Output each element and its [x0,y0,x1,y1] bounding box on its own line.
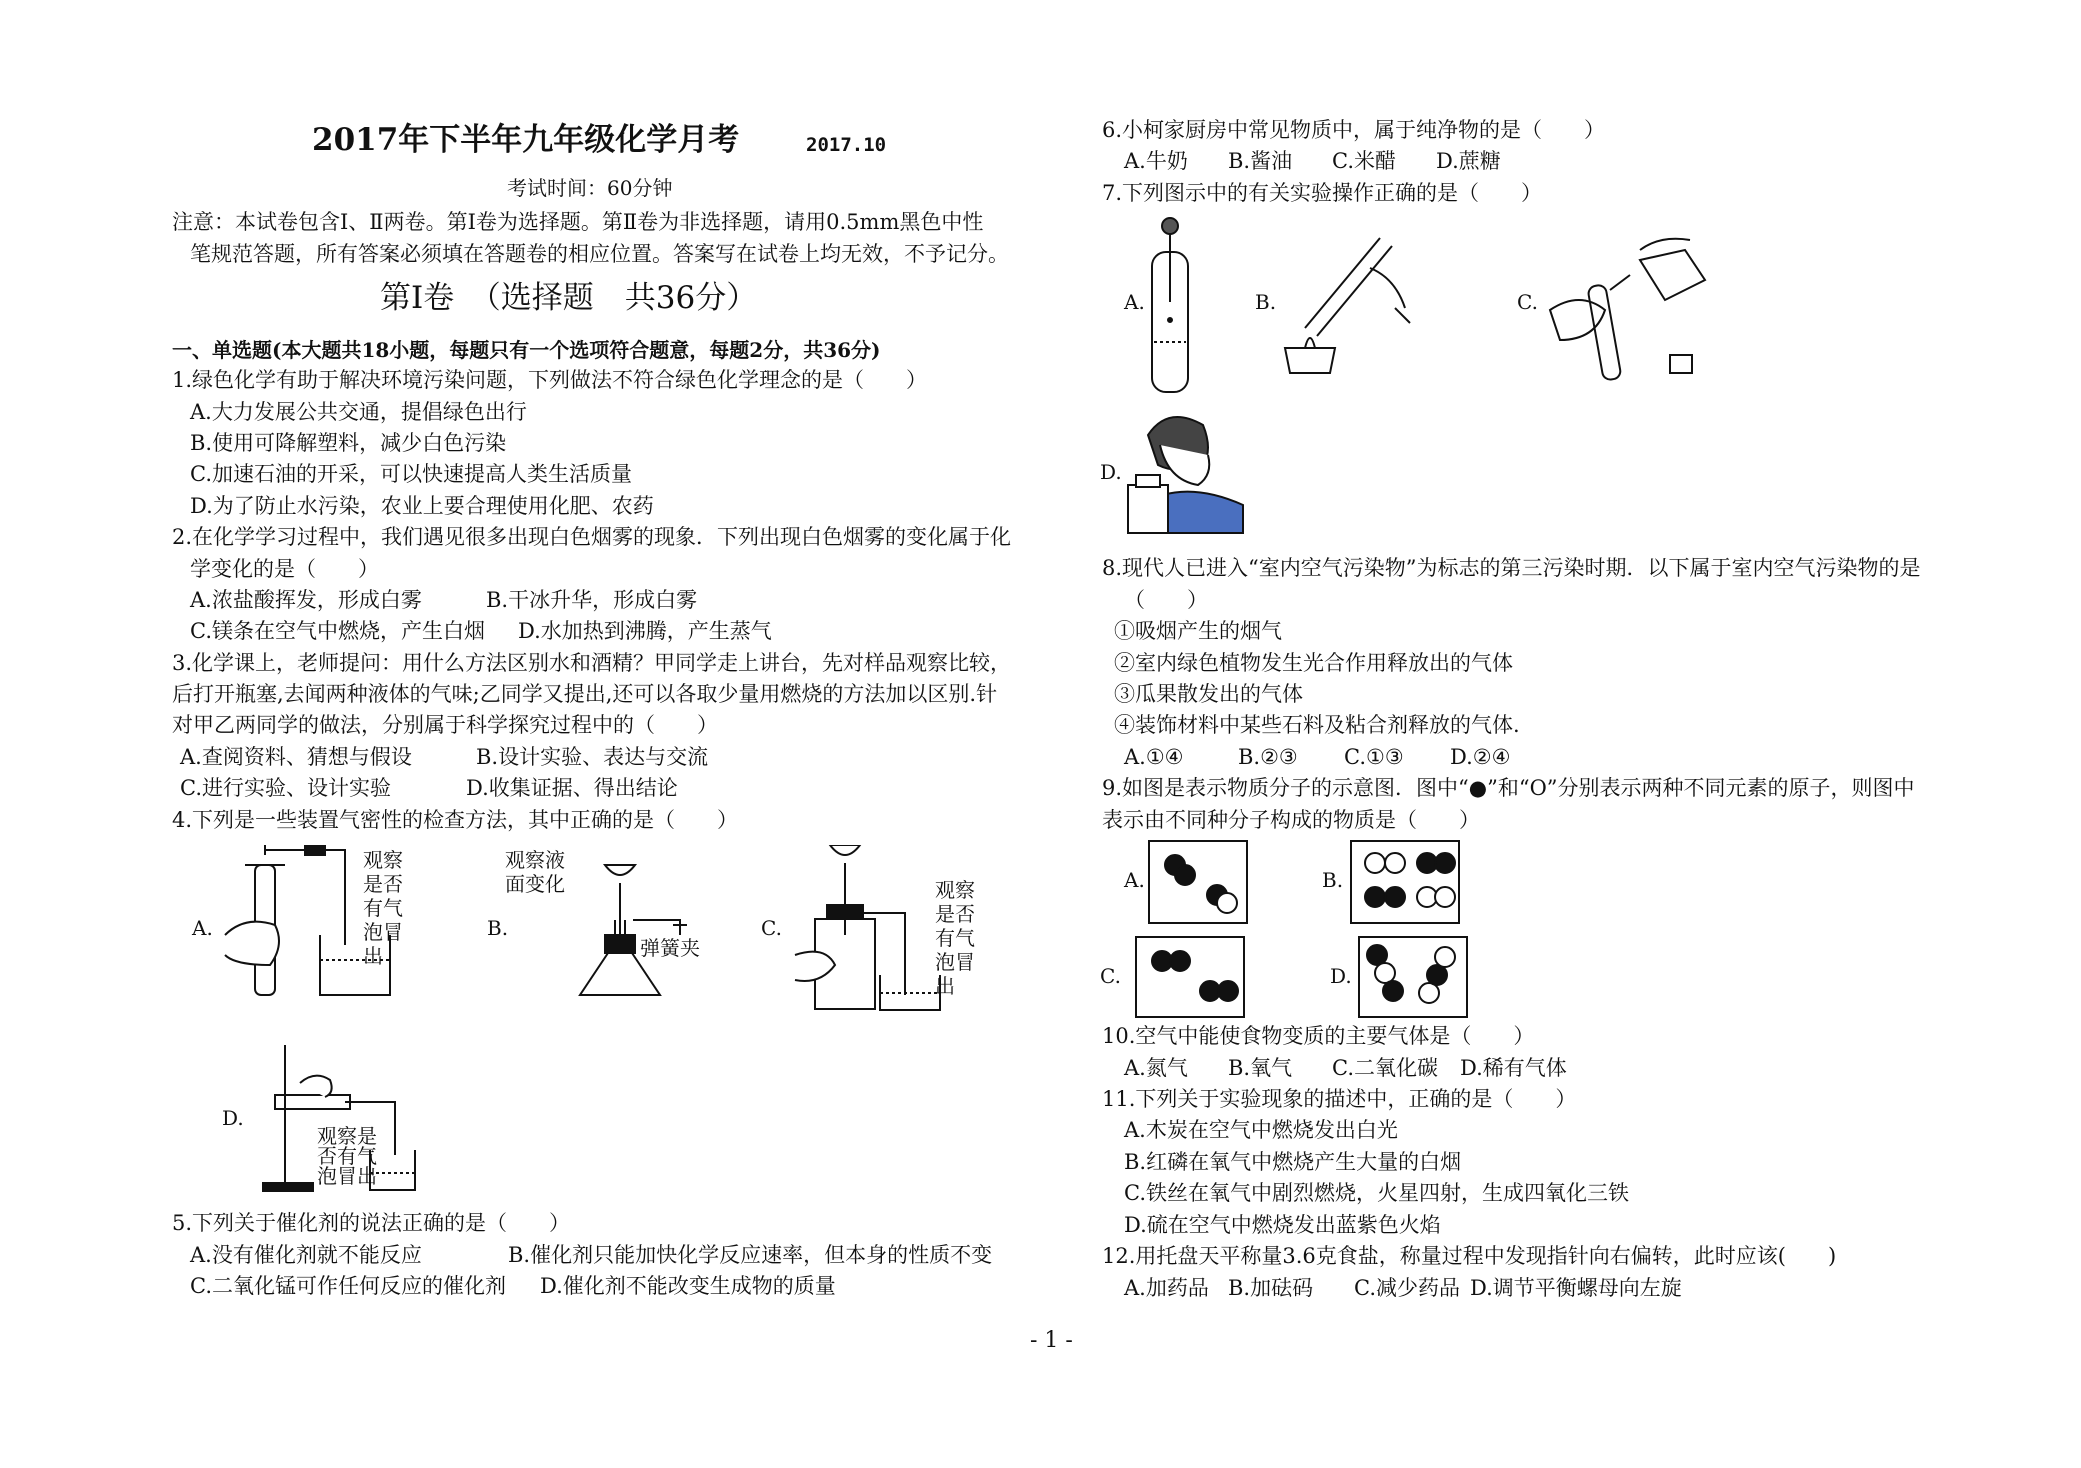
q12-option-b: B.加砝码 [1228,1276,1314,1300]
svg-text:是否: 是否 [935,902,975,926]
svg-text:面变化: 面变化 [505,872,565,896]
svg-text:有气: 有气 [935,926,975,950]
svg-text:有气: 有气 [363,896,403,920]
q11-stem: 11.下列关于实验现象的描述中，正确的是（ ） [1102,1087,1577,1111]
q6-option-a: A.牛奶 [1124,149,1188,173]
q7-label-b: B. [1255,290,1277,314]
q9-box-b [1350,840,1460,924]
q7-figure-d-smelling [1118,405,1248,535]
q3-option-a: A.查阅资料、猜想与假设 [180,745,412,769]
q3-stem-1: 3.化学课上，老师提问：用什么方法区别水和酒精？甲同学走上讲台，先对样品观察比较， [172,651,1012,675]
svg-text:泡冒: 泡冒 [935,950,975,974]
q9-box-a [1148,840,1248,924]
q6-stem: 6.小柯家厨房中常见物质中，属于纯净物的是（ ） [1102,118,1606,142]
q1-stem: 1.绿色化学有助于解决环境污染问题，下列做法不符合绿色化学理念的是（ ） [172,368,928,392]
q3-stem-3: 对甲乙两同学的做法，分别属于科学探究过程中的（ ） [172,713,718,737]
q4-label-a: A. [192,916,213,940]
q4-figure-c [785,845,1005,1020]
q2-stem-1: 2.在化学学习过程中，我们遇见很多出现白色烟雾的现象．下列出现白色烟雾的变化属于化 [172,525,1012,549]
q1-option-d: D.为了防止水污染，农业上要合理使用化肥、农药 [190,494,654,518]
svg-text:观察: 观察 [363,848,403,872]
svg-text:出: 出 [363,944,383,968]
q3-stem-2: 后打开瓶塞,去闻两种液体的气味;乙同学又提出,还可以各取少量用燃烧的方法加以区别.针 [172,682,998,706]
q11-option-d: D.硫在空气中燃烧发出蓝紫色火焰 [1124,1213,1441,1237]
svg-text:出: 出 [935,974,955,998]
q9-stem-2: 表示由不同种分子构成的物质是（ ） [1102,808,1480,832]
atom-white [1434,886,1456,908]
q8-item-4: ④装饰材料中某些石料及粘合剂释放的气体. [1114,713,1520,737]
q8-option-d: D.②④ [1450,745,1511,769]
svg-text:是否: 是否 [363,872,403,896]
q7-stem: 7.下列图示中的有关实验操作正确的是（ ） [1102,181,1543,205]
q10-option-d: D.稀有气体 [1460,1056,1567,1080]
q9-box-c [1135,936,1245,1018]
q3-option-d: D.收集证据、得出结论 [466,776,678,800]
q10-stem: 10.空气中能使食物变质的主要气体是（ ） [1102,1024,1535,1048]
q10-option-b: B.氧气 [1228,1056,1293,1080]
q5-stem: 5.下列关于催化剂的说法正确的是（ ） [172,1211,571,1235]
q3-option-c: C.进行实验、设计实验 [180,776,391,800]
q8-item-2: ②室内绿色植物发生光合作用释放出的气体 [1114,651,1513,675]
q4-figure-d [255,1035,425,1195]
exam-time: 考试时间：60分钟 [507,176,673,200]
q10-option-a: A.氮气 [1124,1056,1188,1080]
q7-label-d: D. [1100,460,1122,484]
q3-option-b: B.设计实验、表达与交流 [476,745,709,769]
q11-option-b: B.红磷在氧气中燃烧产生大量的白烟 [1124,1150,1462,1174]
q10-option-c: C.二氧化碳 [1332,1056,1438,1080]
q7-figure-a-dropper [1140,212,1200,397]
atom-black [1217,980,1239,1002]
q12-option-d: D.调节平衡螺母向左旋 [1470,1276,1682,1300]
q8-item-1: ①吸烟产生的烟气 [1114,619,1282,643]
atom-black [1382,980,1404,1002]
q1-option-c: C.加速石油的开采，可以快速提高人类生活质量 [190,462,632,486]
q8-item-3: ③瓜果散发出的气体 [1114,682,1303,706]
q5-option-b: B.催化剂只能加快化学反应速率，但本身的性质不变 [508,1243,993,1267]
q9-label-b: B. [1322,868,1344,892]
q2-option-d: D.水加热到沸腾，产生蒸气 [518,619,772,643]
q4-label-c: C. [761,916,782,940]
svg-text:否有气: 否有气 [317,1144,377,1168]
atom-black [1169,950,1191,972]
q9-label-c: C. [1100,964,1121,988]
q2-option-b: B.干冰升华，形成白雾 [486,588,698,612]
page-number: - 1 - [1030,1328,1073,1353]
q9-label-d: D. [1330,964,1352,988]
q2-option-a: A.浓盐酸挥发，形成白雾 [190,588,422,612]
q4-figure-b [505,845,735,1005]
q4-stem: 4.下列是一些装置气密性的检查方法，其中正确的是（ ） [172,808,739,832]
q7-label-c: C. [1517,290,1538,314]
q7-label-a: A. [1124,290,1145,314]
q8-stem-2: （ ） [1124,588,1208,612]
atom-white [1216,892,1238,914]
atom-black [1174,864,1196,886]
q5-option-d: D.催化剂不能改变生成物的质量 [540,1274,836,1298]
q6-option-b: B.酱油 [1228,149,1293,173]
svg-text:观察: 观察 [935,878,975,902]
atom-white [1364,852,1386,874]
q5-option-c: C.二氧化锰可作任何反应的催化剂 [190,1274,506,1298]
q9-label-a: A. [1124,868,1145,892]
q9-box-d [1358,936,1468,1018]
svg-text:泡冒出: 泡冒出 [317,1164,377,1188]
q4-figure-a [215,845,415,1005]
exam-date: 2017.10 [806,134,887,156]
q7-figure-b-heating [1275,228,1425,378]
q9-stem-1: 9.如图是表示物质分子的示意图．图中“●”和“O”分别表示两种不同元素的原子，则图中 [1102,776,1915,800]
svg-text:观察是: 观察是 [317,1124,377,1148]
q6-option-c: C.米醋 [1332,149,1396,173]
section-title: 第Ⅰ卷 （选择题 共36分） [380,280,758,316]
q7-figure-c-pouring [1540,230,1710,390]
q1-option-a: A.大力发展公共交通，提倡绿色出行 [190,400,527,424]
svg-text:观察液: 观察液 [505,848,565,872]
q5-option-a: A.没有催化剂就不能反应 [190,1243,422,1267]
notice-line-1: 注意：本试卷包含Ⅰ、Ⅱ两卷。第Ⅰ卷为选择题。第Ⅱ卷为非选择题，请用0.5mm黑色中性 [172,210,984,234]
q2-stem-2: 学变化的是（ ） [190,557,379,581]
exam-title: 2017年下半年九年级化学月考 [312,122,740,158]
atom-black [1364,886,1386,908]
q12-option-c: C.减少药品 [1354,1276,1460,1300]
q11-option-c: C.铁丝在氧气中剧烈燃烧，火星四射，生成四氧化三铁 [1124,1181,1629,1205]
q1-option-b: B.使用可降解塑料，减少白色污染 [190,431,507,455]
atom-black [1434,852,1456,874]
svg-text:弹簧夹: 弹簧夹 [640,936,700,960]
q12-option-a: A.加药品 [1124,1276,1209,1300]
notice-line-2: 笔规范答题，所有答案必须填在答题卷的相应位置。答案写在试卷上均无效，不予记分。 [190,242,1009,266]
atom-black [1384,886,1406,908]
q12-stem: 12.用托盘天平称量3.6克食盐，称量过程中发现指针向右偏转，此时应该( ) [1102,1244,1837,1268]
atom-white [1384,852,1406,874]
atom-white [1434,946,1456,968]
q8-option-a: A.①④ [1124,745,1184,769]
q4-label-b: B. [487,916,509,940]
svg-text:泡冒: 泡冒 [363,920,403,944]
q8-stem-1: 8.现代人已进入“室内空气污染物”为标志的第三污染时期．以下属于室内空气污染物的是 [1102,556,1921,580]
q8-option-b: B.②③ [1238,745,1298,769]
q8-option-c: C.①③ [1344,745,1404,769]
q6-option-d: D.蔗糖 [1436,149,1501,173]
q11-option-a: A.木炭在空气中燃烧发出白光 [1124,1118,1398,1142]
part-heading: 一、单选题(本大题共18小题，每题只有一个选项符合题意，每题2分，共36分) [172,338,881,362]
q2-option-c: C.镁条在空气中燃烧，产生白烟 [190,619,485,643]
q4-label-d: D. [222,1106,244,1130]
